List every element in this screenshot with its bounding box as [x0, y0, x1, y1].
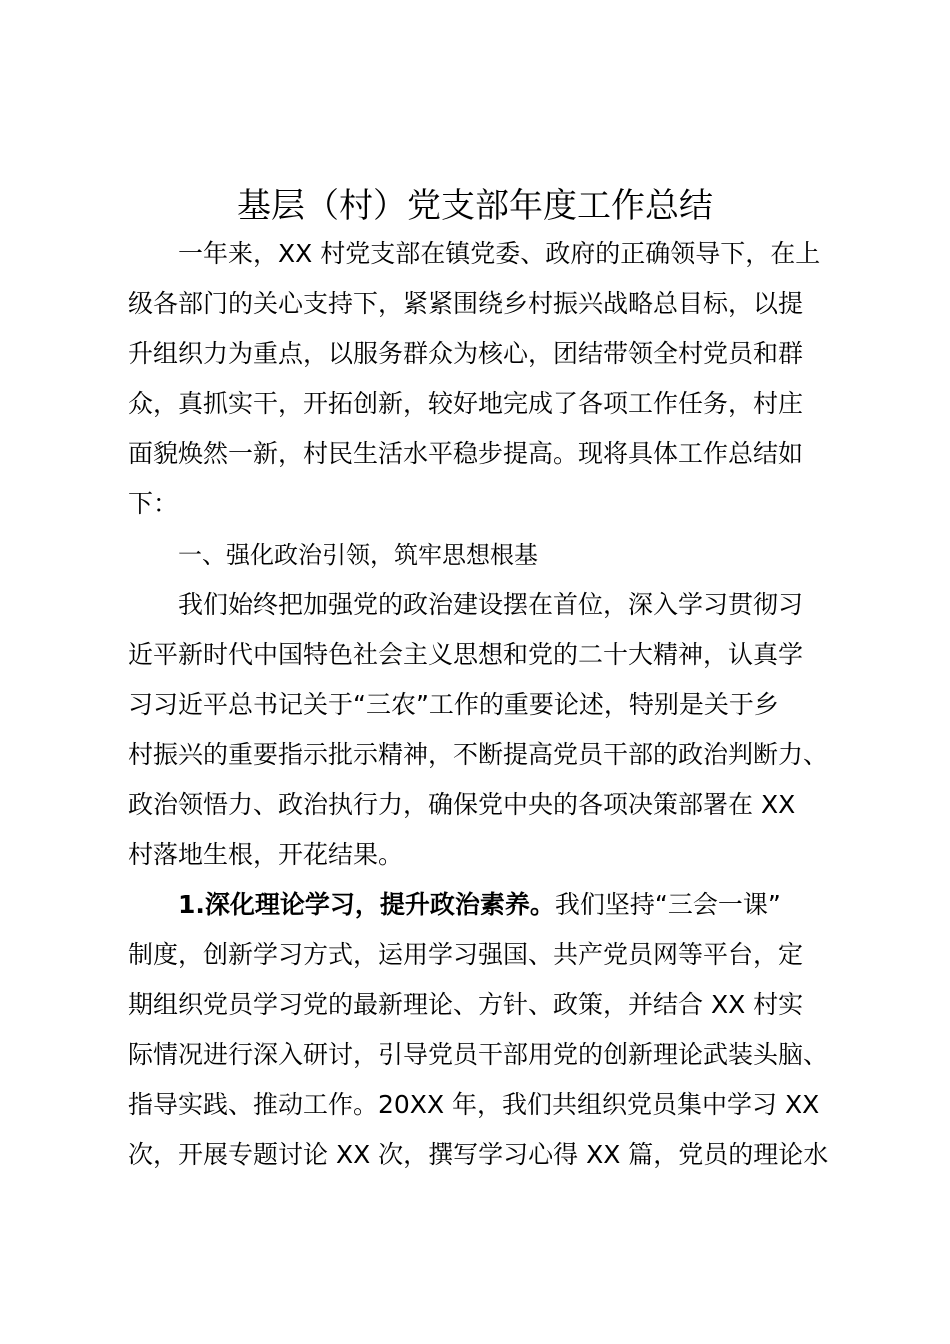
item-1-line-5: 指导实践、推动工作。20XX 年，我们共组织党员集中学习 XX — [128, 1090, 820, 1119]
item-1-line-1 — [178, 885, 781, 925]
section-1-heading: 一、强化政治引领，筑牢思想根基 — [178, 541, 538, 569]
item-1-line-6: 次，开展专题讨论 XX 次，撰写学习心得 XX 篇，党员的理论水 — [128, 1140, 829, 1169]
item-1-line-3: 期组织党员学习党的最新理论、方针、政策，并结合 XX 村实 — [128, 990, 804, 1019]
item-1-line-2: 制度，创新学习方式，运用学习强国、共产党员网等平台，定 — [128, 940, 804, 969]
section-1-line-4: 村振兴的重要指示批示精神，不断提高党员干部的政治判断力、 — [128, 740, 829, 769]
intro-line-4: 众，真抓实干，开拓创新，较好地完成了各项工作任务，村庄 — [128, 389, 804, 418]
item-1-bold-heading: 1.深化理论学习，提升政治素养。 — [178, 890, 555, 919]
intro-line-6: 下： — [128, 489, 179, 518]
section-1-line-2: 近平新时代中国特色社会主义思想和党的二十大精神，认真学 — [128, 640, 804, 669]
intro-line-2: 级各部门的关心支持下，紧紧围绕乡村振兴战略总目标，以提 — [128, 289, 804, 318]
section-1-line-3: 习习近平总书记关于“三农”工作的重要论述，特别是关于乡 — [128, 690, 779, 719]
intro-line-3: 升组织力为重点，以服务群众为核心，团结带领全村党员和群 — [128, 339, 804, 368]
item-1-first-line-rest: 我们坚持“三会一课” — [554, 890, 781, 919]
section-1-line-5: 政治领悟力、政治执行力，确保党中央的各项决策部署在 XX — [128, 790, 796, 819]
item-1-line-4: 际情况进行深入研讨，引导党员干部用党的创新理论武装头脑、 — [128, 1040, 829, 1069]
intro-line-1: 一年来，XX 村党支部在镇党委、政府的正确领导下，在上 — [178, 239, 821, 268]
document-title: 基层（村）党支部年度工作总结 — [237, 186, 713, 226]
intro-line-5: 面貌焕然一新，村民生活水平稳步提高。现将具体工作总结如 — [128, 439, 804, 468]
section-1-line-1: 我们始终把加强党的政治建设摆在首位，深入学习贯彻习 — [178, 590, 804, 619]
section-1-line-6: 村落地生根，开花结果。 — [128, 840, 404, 869]
